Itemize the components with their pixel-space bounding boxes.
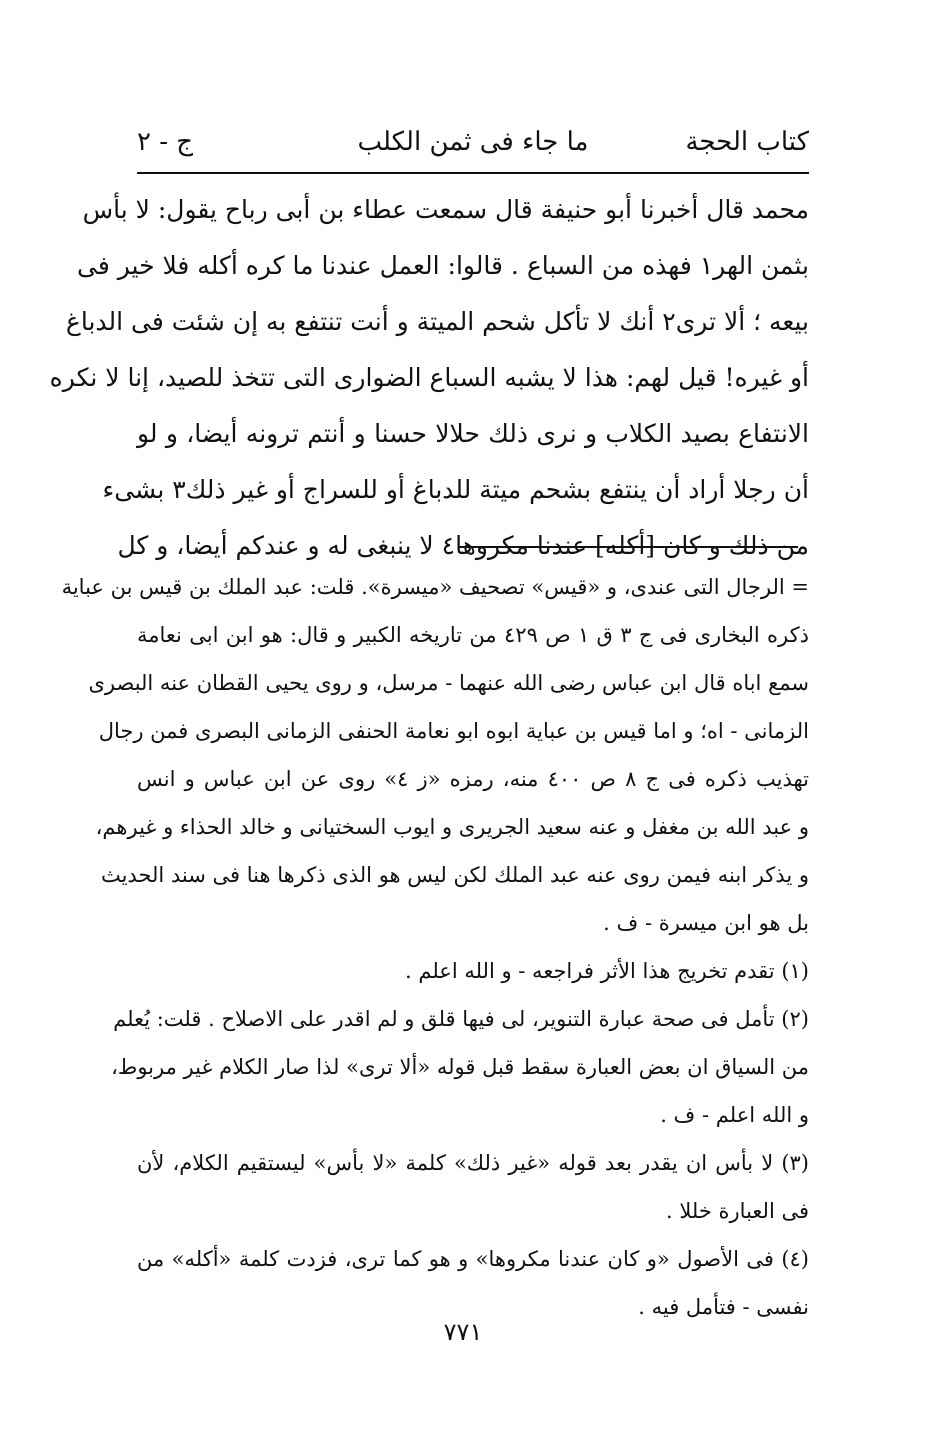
book-title: كتاب الحجة — [685, 127, 809, 157]
footnote-separator — [458, 546, 798, 548]
footnote-line: فى العبارة خللا . — [666, 1199, 809, 1223]
footnote-2 — [111, 995, 809, 1139]
footnote-line: بل هو ابن ميسرة - ف . — [603, 911, 809, 935]
footnote-1 — [137, 947, 809, 995]
main-text-line: بثمن الهر١ فهذه من السباع . قالوا: العمل عندنا ما كره أكله فلا خير فى — [77, 251, 809, 280]
footnote-line: = الرجال التى عندى، و «قيس» تصحيف «ميسرة». قلت: عبد الملك بن قيس بن عباية — [61, 575, 809, 599]
header-rule — [137, 172, 809, 174]
footnote-line: و عبد الله بن مغفل و عنه سعيد الجريرى و ايوب السختيانى و خالد الحذاء و غيرهم، — [95, 815, 809, 839]
main-text-line: أو غيره! قيل لهم: هذا لا يشبه السباع الضوارى التى تتخذ للصيد، إنا لا نكره — [49, 363, 809, 392]
footnote-line: الزمانى - اه؛ و اما قيس بن عباية ابوه ابو نعامة الحنفى الزمانى البصرى فمن رجال — [98, 719, 809, 743]
footnote-line: تهذيب ذكره فى ج ٨ ص ٤٠٠ منه، رمزه «ز ٤» روى عن ابن عباس و انس — [137, 767, 809, 791]
page-number: ٧٧١ — [443, 1318, 483, 1346]
footnote-line: (٤) فى الأصول «و كان عندنا مكروها» و هو كما ترى، فزدت كلمة «أكله» من — [137, 1247, 809, 1271]
footnote-continuation — [61, 563, 809, 947]
volume-indicator: ج - ٢ — [137, 127, 194, 157]
footnote-line: نفسى - فتأمل فيه . — [638, 1295, 809, 1319]
main-text-line: بيعه ؛ ألا ترى٢ أنك لا تأكل شحم الميتة و أنت تنتفع به إن شئت فى الدباغ — [65, 307, 809, 336]
footnote-line: من السياق ان بعض العبارة سقط قبل قوله «ألا ترى» لذا صار الكلام غير مربوط، — [111, 1055, 809, 1079]
footnote-line: و الله اعلم - ف . — [660, 1103, 809, 1127]
footnote-line: (٢) تأمل فى صحة عبارة التنوير، لى فيها قلق و لم اقدر على الاصلاح . قلت: يُعلم — [113, 1007, 809, 1031]
main-text-line: أن رجلا أراد أن ينتفع بشحم ميتة للدباغ أو للسراج أو غير ذلك٣ بشىء — [102, 475, 809, 504]
main-text-line: الانتفاع بصيد الكلاب و نرى ذلك حلالا حسنا و أنتم ترونه أيضا، و لو — [137, 419, 809, 448]
footnote-line: سمع اباه قال ابن عباس رضى الله عنهما - مرسل، و روى يحيى القطان عنه البصرى — [88, 671, 809, 695]
main-text — [49, 182, 809, 574]
footnote-line: (١) تقدم تخريج هذا الأثر فراجعه - و الله اعلم . — [405, 959, 809, 983]
main-text-line: من ذلك و كان [أكله] عندنا مكروها٤ لا ينبغى له و عندكم أيضا، و كل — [117, 531, 809, 560]
footnotes — [61, 563, 809, 1331]
footnote-3 — [137, 1139, 809, 1235]
main-text-line: محمد قال أخبرنا أبو حنيفة قال سمعت عطاء بن أبى رباح يقول: لا بأس — [82, 195, 809, 224]
footnote-line: (٣) لا بأس ان يقدر بعد قوله «غير ذلك» كلمة «لا بأس» ليستقيم الكلام، لأن — [137, 1151, 809, 1175]
footnote-line: و يذكر ابنه فيمن روى عنه عبد الملك لكن ليس هو الذى ذكرها هنا فى سند الحديث — [100, 863, 809, 887]
chapter-title: ما جاء فى ثمن الكلب — [357, 127, 589, 157]
footnote-line: ذكره البخارى فى ج ٣ ق ١ ص ٤٢٩ من تاريخه الكبير و قال: هو ابن ابى نعامة — [137, 623, 809, 647]
running-header — [137, 118, 809, 166]
footnote-4 — [137, 1235, 809, 1331]
